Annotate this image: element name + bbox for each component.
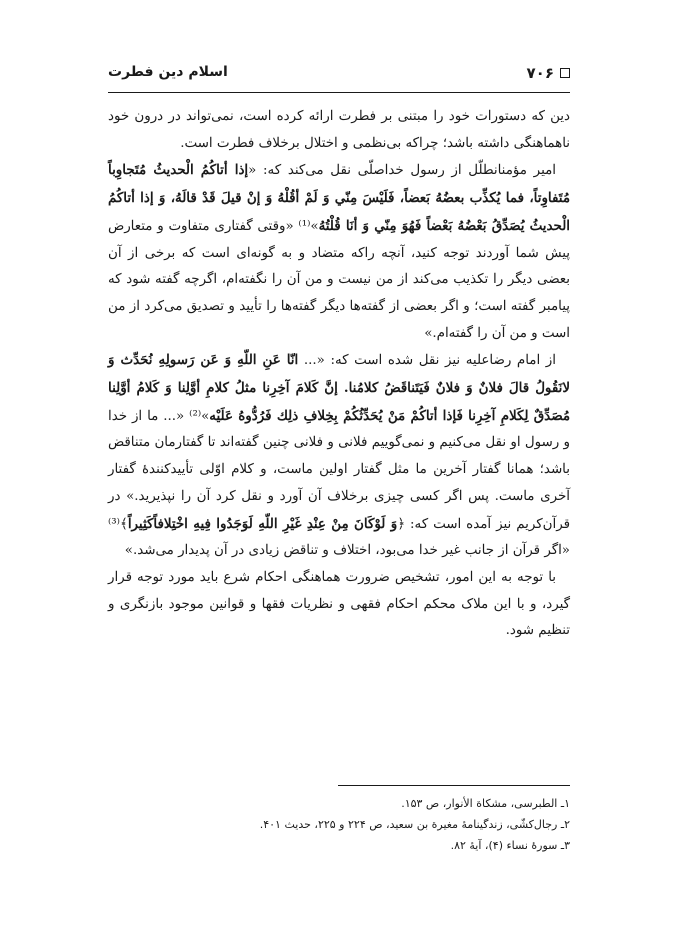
footnote-3: ۳ـ سورهٔ نساء (۴)، آیهٔ ۸۲. [450, 839, 570, 852]
paragraph [108, 565, 570, 645]
text-segment: امیر مؤمنانطلّل از رسول خداصلّى نقل می‌کند که: « [248, 163, 557, 179]
book-title: اسلام دین فطرت [108, 64, 228, 80]
text-segment: ﴾⁽³⁾ «اگر قرآن از جانب غیر خدا می‌بود، اختلاف و تناقض زیادی در آن پدیدار می‌شد.» [108, 516, 570, 559]
paragraph [108, 157, 570, 347]
body-text [108, 104, 570, 645]
page-header [108, 62, 570, 90]
arabic-quote: إذا أتاكُمُ الْحديثُ مُتَجاوِباً مُتَفاوِتاً، فما يُكذِّب بعضُهُ بَعضاً، فَلَيْسَ مِنّي وَ لَمْ أقُلْهُ وَ إنْ قيلَ قَدْ قالَهُ، وَ إذا أتاكُمُ الْحديثُ يُصَدِّقُ بَعْضُهُ بَعْضاً فَهُوَ مِنّي وَ أنَا قُلْتُهُ [108, 162, 570, 234]
text-segment: دین که دستورات خود را مبتنی بر فطرت ارائه کرده است، نمی‌تواند در درون خود ناهماهنگی داشته باشد؛ چراکه بی‌نظمی و اختلال برخلاف فطرت است. [108, 109, 570, 151]
footnote-divider [338, 785, 570, 786]
text-segment: با توجه به این امور، تشخیص ضرورت هماهنگی احکام شرع باید مورد توجه قرار گیرد، و با این ملاک محکم احکام فقهی و نظریات فقها و قوانین موجود بازنگری و تنظیم شود. [108, 569, 570, 639]
page-number-text: ۷۰۶ [526, 64, 554, 82]
arabic-quote: وَ لَوْكَانَ مِنْ عِنْدِ غَيْرِ اللّهِ لَوَجَدُوا فِيهِ اخْتِلافاًكَثِيراً [127, 515, 398, 532]
footnote-2: ۲ـ رجال‌کشّی، زندگینامهٔ مغیرة بن سعید، ص ۲۲۴ و ۲۲۵، حدیث ۴۰۱. [259, 818, 570, 831]
square-bullet-icon [560, 68, 570, 78]
footnotes [108, 793, 570, 856]
arabic-quote: انّا عَنِ اللّهِ وَ عَن رَسولِهِ نُحَدِّث وَ لانَقُولُ قالَ فلانٌ وَ فلانٌ فَيَتَناقَضُ كلامُنا. إنَّ كَلامَ آخِرِنا مثلُ كلامِ أوَّلِنا وَ كَلامُ أوَّلِنا مُصَدِّقٌ لِكَلامِ آخِرِنا فَإذا أتاكُمْ مَنْ يُحَدِّثُكُمْ بِخِلافِ ذلِك فَرُدُّوهُ عَلَيْه [108, 352, 570, 424]
footnote-1: ۱ـ الطبرسی، مشکاة الأنوار، ص ۱۵۳. [401, 797, 570, 810]
paragraph [108, 347, 570, 565]
header-divider [108, 92, 570, 93]
page-number [527, 64, 570, 82]
text-segment: از امام رضاعليه نیز نقل شده است که: «... [298, 353, 556, 369]
text-segment: »⁽¹⁾ «وقتی گفتاری متفاوت و متعارض پیش شما آوردند توجه کنید، آنچه راکه متضاد و به گونه‌ای است که برخی از آن بعضی دیگر را تکذیب می‌کند از من نیست و من آن را نگفته‌ام، اگرچه گفته شود که پیامبر گفته است؛ و اگر بعضی از گفته‌ها دیگر گفته‌ها را تأیید و تصدیق می‌کرد از من است و من آن را گفته‌ام.» [108, 218, 570, 341]
paragraph [108, 104, 570, 157]
text-segment: »⁽²⁾ «... ما از خدا و رسول او نقل می‌کنیم و نمی‌گوییم فلانی و فلانی چنین گفته‌اند تا گفتارمان متناقض باشد؛ همانا گفتار آخرین ما مثل گفتار اولین ماست، و کلام اوّلی تأییدکنندهٔ گفتار آخری ماست. پس اگر کسی چیزی برخلاف آن آورد و نقل کرد آن را نپذیرید.» در قرآن‌کریم نیز آمده است که: ﴿ [108, 408, 570, 532]
